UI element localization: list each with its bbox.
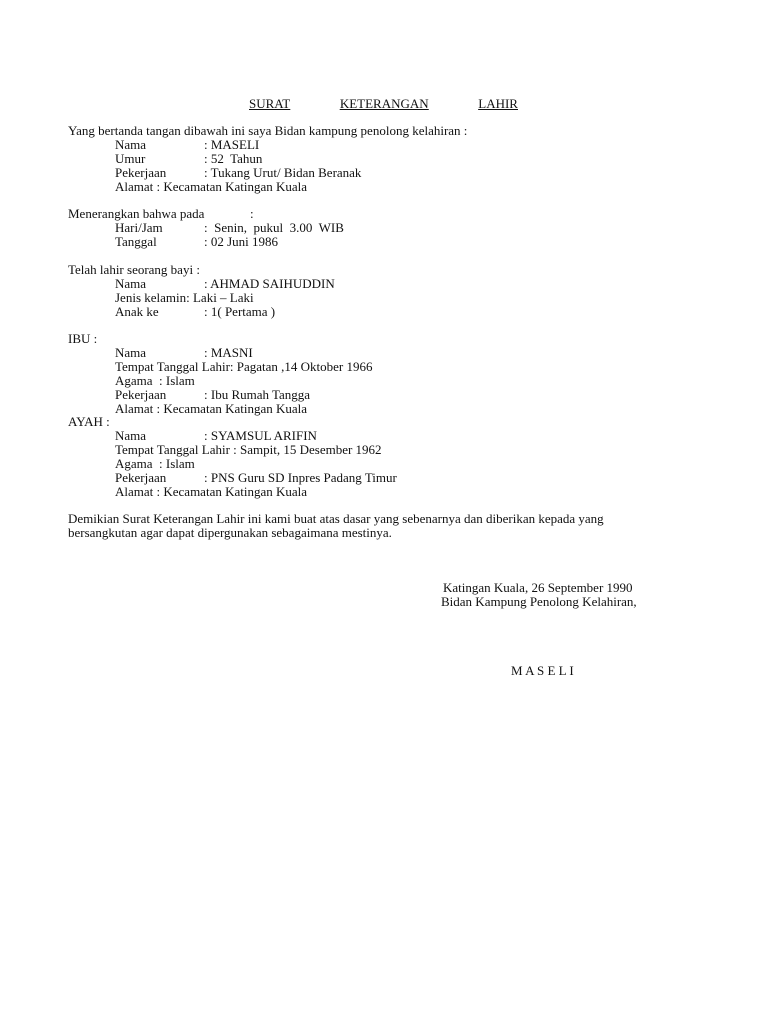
value: : Ibu Rumah Tangga — [204, 387, 311, 402]
closing-line: bersangkutan agar dapat dipergunakan sebagaimana mestinya. — [68, 525, 392, 540]
signature-name: M A S E L I — [511, 663, 574, 678]
menerangkan-colon: : — [250, 206, 254, 221]
ibu-ttl-row: Tempat Tanggal Lahir: Pagatan ,14 Oktober 1966 — [115, 359, 373, 374]
label: Umur — [115, 151, 146, 166]
ayah-label: AYAH : — [68, 414, 110, 429]
ibu-agama-row: Agama : Islam — [115, 373, 195, 388]
label: Pekerjaan — [115, 387, 167, 402]
bidan-alamat-row: Alamat : Kecamatan Katingan Kuala — [115, 179, 308, 194]
ibu-label: IBU : — [68, 331, 98, 346]
value: : PNS Guru SD Inpres Padang Timur — [204, 470, 397, 485]
label: Nama — [115, 345, 147, 360]
value: : 1( Pertama ) — [204, 304, 276, 319]
ayah-agama-row: Agama : Islam — [115, 456, 195, 471]
value: : MASNI — [204, 345, 253, 360]
signature-role: Bidan Kampung Penolong Kelahiran, — [441, 594, 637, 609]
closing-line: Demikian Surat Keterangan Lahir ini kami buat atas dasar yang sebenarnya dan diberikan kepada yang — [68, 511, 604, 526]
ibu-alamat-row: Alamat : Kecamatan Katingan Kuala — [115, 401, 308, 416]
value: : 02 Juni 1986 — [204, 234, 279, 249]
ayah-ttl-row: Tempat Tanggal Lahir : Sampit, 15 Desember 1962 — [115, 442, 382, 457]
bayi-label: Telah lahir seorang bayi : — [68, 262, 200, 277]
value: : 52 Tahun — [204, 151, 263, 166]
label: Anak ke — [115, 304, 159, 319]
value: : Senin, pukul 3.00 WIB — [204, 220, 344, 235]
label: Nama — [115, 428, 147, 443]
label: Tanggal — [115, 234, 157, 249]
label: Nama — [115, 137, 147, 152]
label: Pekerjaan — [115, 165, 167, 180]
title-word: LAHIR — [478, 96, 518, 111]
value: : AHMAD SAIHUDDIN — [204, 276, 335, 291]
menerangkan-label: Menerangkan bahwa pada — [68, 206, 205, 221]
document-title — [249, 96, 518, 112]
ayah-alamat-row: Alamat : Kecamatan Katingan Kuala — [115, 484, 308, 499]
value: : SYAMSUL ARIFIN — [204, 428, 317, 443]
label: Pekerjaan — [115, 470, 167, 485]
signature-place-date: Katingan Kuala, 26 September 1990 — [443, 580, 633, 595]
value: : MASELI — [204, 137, 260, 152]
intro-text: Yang bertanda tangan dibawah ini saya Bidan kampung penolong kelahiran : — [68, 123, 468, 138]
bayi-jenis-row: Jenis kelamin: Laki – Laki — [115, 290, 254, 305]
title-word: SURAT — [249, 96, 291, 111]
label: Nama — [115, 276, 147, 291]
title-word: KETERANGAN — [339, 96, 429, 111]
value: : Tukang Urut/ Bidan Beranak — [204, 165, 362, 180]
label: Hari/Jam — [115, 220, 163, 235]
